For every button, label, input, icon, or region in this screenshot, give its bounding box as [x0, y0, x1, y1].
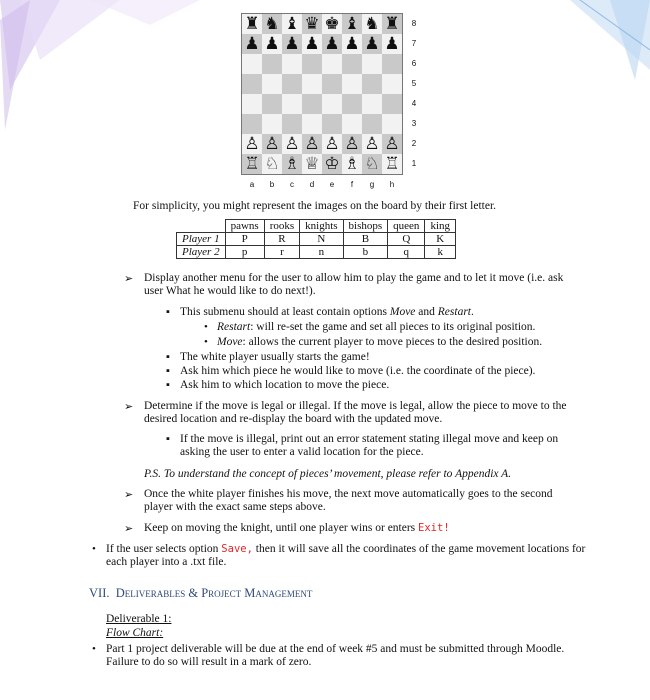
round-bullet-icon: •	[204, 336, 208, 348]
rank-label: 4	[411, 99, 417, 108]
save-option-text: If the user selects option Save, then it will save all the coordinates of the game movement locations for each player into a .txt file.	[106, 543, 586, 568]
file-label: a	[249, 180, 255, 189]
board-square	[362, 74, 382, 94]
board-square: ♚	[322, 14, 342, 34]
board-square	[262, 114, 282, 134]
table-cell: R	[264, 233, 299, 246]
board-square	[382, 54, 402, 74]
board-square: ♘	[362, 154, 382, 174]
row-label: Player 2	[177, 246, 226, 259]
restart-description: Restart: will re-set the game and set all pieces to its original position.	[217, 321, 536, 333]
board-square	[262, 54, 282, 74]
white-starts-text: The white player usually starts the game!	[180, 351, 370, 363]
submenu-text: This submenu should at least contain options Move and Restart.	[180, 306, 474, 318]
table-cell: Q	[388, 233, 425, 246]
board-square	[242, 94, 262, 114]
round-bullet-icon: •	[204, 321, 208, 333]
board-square	[362, 54, 382, 74]
board-square: ♝	[282, 14, 302, 34]
chess-board	[242, 14, 402, 174]
board-square: ♕	[302, 154, 322, 174]
board-square: ♟	[262, 34, 282, 54]
board-square: ♞	[262, 14, 282, 34]
board-square: ♖	[242, 154, 262, 174]
board-square	[242, 74, 262, 94]
square-bullet-icon: ▪	[166, 365, 170, 377]
rank-label: 2	[411, 139, 417, 148]
table-cell: K	[425, 233, 456, 246]
board-square: ♗	[282, 154, 302, 174]
table-header: rooks	[264, 220, 299, 233]
legal-move-text: Determine if the move is legal or illegal. If the move is legal, allow the piece to move to the desired location and re-display the board with the updated move.	[144, 400, 567, 425]
board-square: ♙	[242, 134, 262, 154]
keep-moving-text: Keep on moving the knight, until one player wins or enters Exit!	[144, 522, 450, 534]
table-cell: B	[343, 233, 388, 246]
board-square: ♟	[382, 34, 402, 54]
board-square: ♛	[302, 14, 322, 34]
table-row	[177, 233, 456, 246]
board-square	[302, 94, 322, 114]
menu-instruction-text: Display another menu for the user to allow him to play the game and to let it move (i.e. ask user What he would like to do next!).	[144, 272, 564, 297]
illegal-move-text: If the move is illegal, print out an error statement stating illegal move and keep on asking the user to enter a valid location for the piece.	[180, 433, 559, 458]
table-header: bishops	[343, 220, 388, 233]
board-square	[282, 94, 302, 114]
board-square	[302, 74, 322, 94]
table-cell: n	[300, 246, 343, 259]
table-header: king	[425, 220, 456, 233]
rank-label: 8	[411, 19, 417, 28]
board-square	[262, 94, 282, 114]
file-label: f	[350, 180, 354, 189]
board-square	[362, 114, 382, 134]
table-header: knights	[300, 220, 343, 233]
board-square	[322, 94, 342, 114]
board-square	[322, 54, 342, 74]
board-square: ♘	[262, 154, 282, 174]
appendix-note: P.S. To understand the concept of pieces’ movement, please refer to Appendix A.	[144, 468, 512, 480]
board-square: ♟	[322, 34, 342, 54]
row-label: Player 1	[177, 233, 226, 246]
file-label: e	[329, 180, 335, 189]
board-square	[242, 114, 262, 134]
round-bullet-icon: •	[92, 543, 96, 555]
ask-location-text: Ask him to which location to move the piece.	[180, 379, 390, 391]
table-cell: p	[225, 246, 264, 259]
board-square	[302, 114, 322, 134]
board-square	[362, 94, 382, 114]
rank-label: 1	[411, 159, 417, 168]
rank-label: 5	[411, 79, 417, 88]
board-square	[282, 74, 302, 94]
arrow-bullet-icon: ➢	[124, 272, 134, 285]
board-square: ♟	[362, 34, 382, 54]
arrow-bullet-icon: ➢	[124, 400, 134, 413]
board-square	[342, 114, 362, 134]
turn-order-text: Once the white player finishes his move, the next move automatically goes to the second player with the exact same steps above.	[144, 488, 553, 513]
ask-piece-text: Ask him which piece he would like to move (i.e. the coordinate of the piece).	[180, 365, 536, 377]
board-square: ♙	[342, 134, 362, 154]
move-description: Move: allows the current player to move pieces to the desired position.	[217, 336, 543, 348]
board-square: ♟	[242, 34, 262, 54]
board-square	[342, 94, 362, 114]
round-bullet-icon: •	[92, 643, 96, 655]
board-square	[282, 114, 302, 134]
board-square: ♝	[342, 14, 362, 34]
deliverable-title: Deliverable 1:	[106, 613, 172, 625]
square-bullet-icon: ▪	[166, 306, 170, 318]
file-label: d	[309, 180, 315, 189]
table-cell: P	[225, 233, 264, 246]
board-square	[302, 54, 322, 74]
board-square	[342, 54, 362, 74]
rank-label: 6	[411, 59, 417, 68]
board-square: ♖	[382, 154, 402, 174]
square-bullet-icon: ▪	[166, 379, 170, 391]
board-square	[342, 74, 362, 94]
board-square: ♙	[282, 134, 302, 154]
decorative-corner-art-right	[510, 0, 650, 80]
board-square: ♙	[362, 134, 382, 154]
board-square: ♙	[382, 134, 402, 154]
table-corner	[177, 220, 226, 233]
rank-label: 3	[411, 119, 417, 128]
board-square	[322, 114, 342, 134]
table-cell: q	[388, 246, 425, 259]
board-square: ♜	[382, 14, 402, 34]
board-square: ♙	[302, 134, 322, 154]
table-cell: k	[425, 246, 456, 259]
board-square	[282, 54, 302, 74]
file-label: b	[269, 180, 275, 189]
file-label: g	[369, 180, 375, 189]
square-bullet-icon: ▪	[166, 433, 170, 445]
board-square	[382, 114, 402, 134]
section-heading: VII. Deliverables & Project Management	[89, 586, 313, 600]
board-square: ♟	[282, 34, 302, 54]
board-square: ♙	[262, 134, 282, 154]
board-square	[382, 94, 402, 114]
board-square	[262, 74, 282, 94]
board-square: ♙	[322, 134, 342, 154]
board-square: ♜	[242, 14, 262, 34]
decorative-corner-art-left	[0, 0, 200, 140]
deliverable-text: Part 1 project deliverable will be due at the end of week #5 and must be submitted through Moodle. Failure to do so will result in a mark of zero.	[106, 643, 565, 668]
rank-label: 7	[411, 39, 417, 48]
board-square: ♔	[322, 154, 342, 174]
table-header: queen	[388, 220, 425, 233]
board-square: ♟	[342, 34, 362, 54]
file-label: c	[290, 180, 294, 189]
arrow-bullet-icon: ➢	[124, 488, 134, 501]
deliverable-subtitle: Flow Chart:	[106, 627, 164, 639]
table-cell: r	[264, 246, 299, 259]
board-square	[382, 74, 402, 94]
board-square	[242, 54, 262, 74]
arrow-bullet-icon: ➢	[124, 522, 134, 535]
board-square: ♗	[342, 154, 362, 174]
table-cell: N	[300, 233, 343, 246]
square-bullet-icon: ▪	[166, 351, 170, 363]
board-square: ♟	[302, 34, 322, 54]
board-square: ♞	[362, 14, 382, 34]
table-row	[177, 246, 456, 259]
intro-text: For simplicity, you might represent the images on the board by their first letter.	[133, 200, 497, 212]
file-label: h	[389, 180, 395, 189]
table-cell: b	[343, 246, 388, 259]
piece-letter-table	[176, 219, 456, 259]
board-square	[322, 74, 342, 94]
table-header: pawns	[225, 220, 264, 233]
